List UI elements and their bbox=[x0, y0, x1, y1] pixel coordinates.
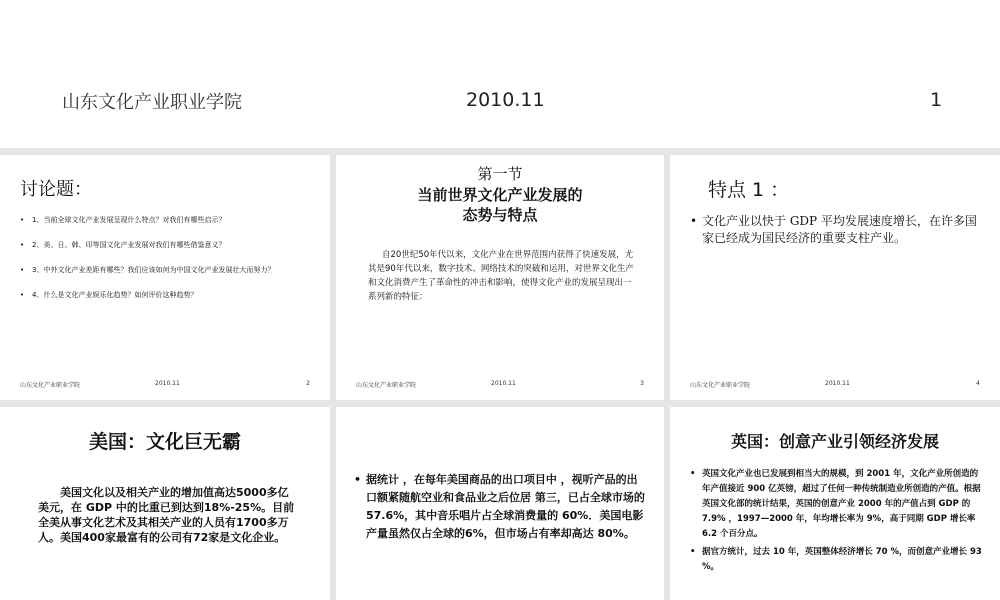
slide-2[interactable] bbox=[0, 155, 330, 400]
slide-3[interactable] bbox=[336, 155, 664, 400]
list-item: • 3、中外文化产业差距有哪些？我们应该如何为中国文化产业发展壮大而努力？ bbox=[20, 265, 310, 276]
footer-date: 2010.11 bbox=[825, 380, 850, 387]
list-item: • 2、美、日、韩、印等国文化产业发展对我们有哪些借鉴意义？ bbox=[20, 240, 310, 251]
footer-org: 山东文化产业职业学院 bbox=[690, 382, 751, 389]
list-item: • 据官方统计，过去 10 年，英国整体经济增长 70 %，而创意产业增长 93 %。 bbox=[690, 545, 985, 575]
slide-1-date: 2010.11 bbox=[466, 89, 545, 111]
section-label: 第一节 bbox=[477, 165, 523, 183]
slide-3-footer bbox=[356, 380, 644, 392]
slide-1-org: 山东文化产业职业学院 bbox=[62, 92, 242, 113]
slide-7-list bbox=[690, 467, 985, 575]
slide-5-body: 美国文化以及相关产业的增加值高达5000多亿美元，在 GDP 中的比重已到达到18%-25%。目前全美从事文化艺术及其相关产业的人员有1700多万人。美国400家最富有的公司有72家是文化企业。 bbox=[38, 486, 295, 544]
footer-org: 山东文化产业职业学院 bbox=[356, 382, 417, 389]
slide-7-title: 英国：创意产业引领经济发展 bbox=[730, 432, 939, 451]
slide-5-title: 美国：文化巨无霸 bbox=[88, 431, 241, 453]
slide-3-title-line-2: 态势与特点 bbox=[462, 206, 538, 224]
footer-page-number: 2 bbox=[306, 380, 310, 387]
slide-7[interactable] bbox=[670, 407, 1000, 600]
slide-3-title-line-1: 当前世界文化产业发展的 bbox=[417, 186, 583, 204]
slide-1[interactable] bbox=[0, 0, 1000, 148]
slide-2-title: 讨论题： bbox=[20, 179, 92, 200]
slide-6-list bbox=[354, 471, 646, 543]
list-item: • 文化产业以快于 GDP 平均发展速度增长，在许多国家已经成为国民经济的重要支柱产业。 bbox=[690, 213, 980, 247]
list-item: • 1、当前全球文化产业发展呈现什么特点？对我们有哪些启示？ bbox=[20, 215, 310, 226]
footer-date: 2010.11 bbox=[491, 380, 516, 387]
footer-org: 山东文化产业职业学院 bbox=[20, 382, 81, 389]
slide-4[interactable] bbox=[670, 155, 1000, 400]
slide-2-footer bbox=[20, 380, 310, 392]
slide-1-number: 1 bbox=[930, 89, 943, 111]
slide-4-footer bbox=[690, 380, 980, 392]
slide-4-title: 特点 1 ： bbox=[708, 179, 790, 201]
slide-4-list bbox=[690, 213, 980, 247]
footer-date: 2010.11 bbox=[155, 380, 180, 387]
list-item: • 4、什么是文化产业娱乐化趋势？如何评价这种趋势？ bbox=[20, 290, 310, 301]
footer-page-number: 3 bbox=[640, 380, 644, 387]
slide-5[interactable] bbox=[0, 407, 330, 600]
list-item: • 英国文化产业也已发展到相当大的规模，到 2001 年，文化产业所创造的年产值接近 900 亿英镑，超过了任何一种传统制造业所创造的产值。根据英国文化部的统计结果，英国的创意产业 2000 年的产值占到 GDP 的 7.9% ，1997—2000 年，年均增长率为 9%，高于同期 GDP 增长率 6.2 个百分点。 bbox=[690, 467, 985, 542]
discussion-list bbox=[20, 215, 310, 301]
slide-3-body: 自20世纪50年代以来，文化产业在世界范围内获得了快速发展，尤其是90年代以来，数字技术、网络技术的突破和运用，对世界文化生产和文化消费产生了革命性的冲击和影响，使得文化产业的发展呈现出一系列新的特征： bbox=[368, 250, 634, 302]
footer-page-number: 4 bbox=[976, 380, 980, 387]
slide-6[interactable] bbox=[336, 407, 664, 600]
list-item: • 据统计 ，在每年美国商品的出口项目中 ，视听产品的出口额紧随航空业和食品业之后位居 第三，已占全球市场的 57.6%，其中音乐唱片占全球消费量的 60%．美国电影产量虽然仅占全球的6%，但市场占有率却高达 80%。 bbox=[354, 471, 646, 543]
